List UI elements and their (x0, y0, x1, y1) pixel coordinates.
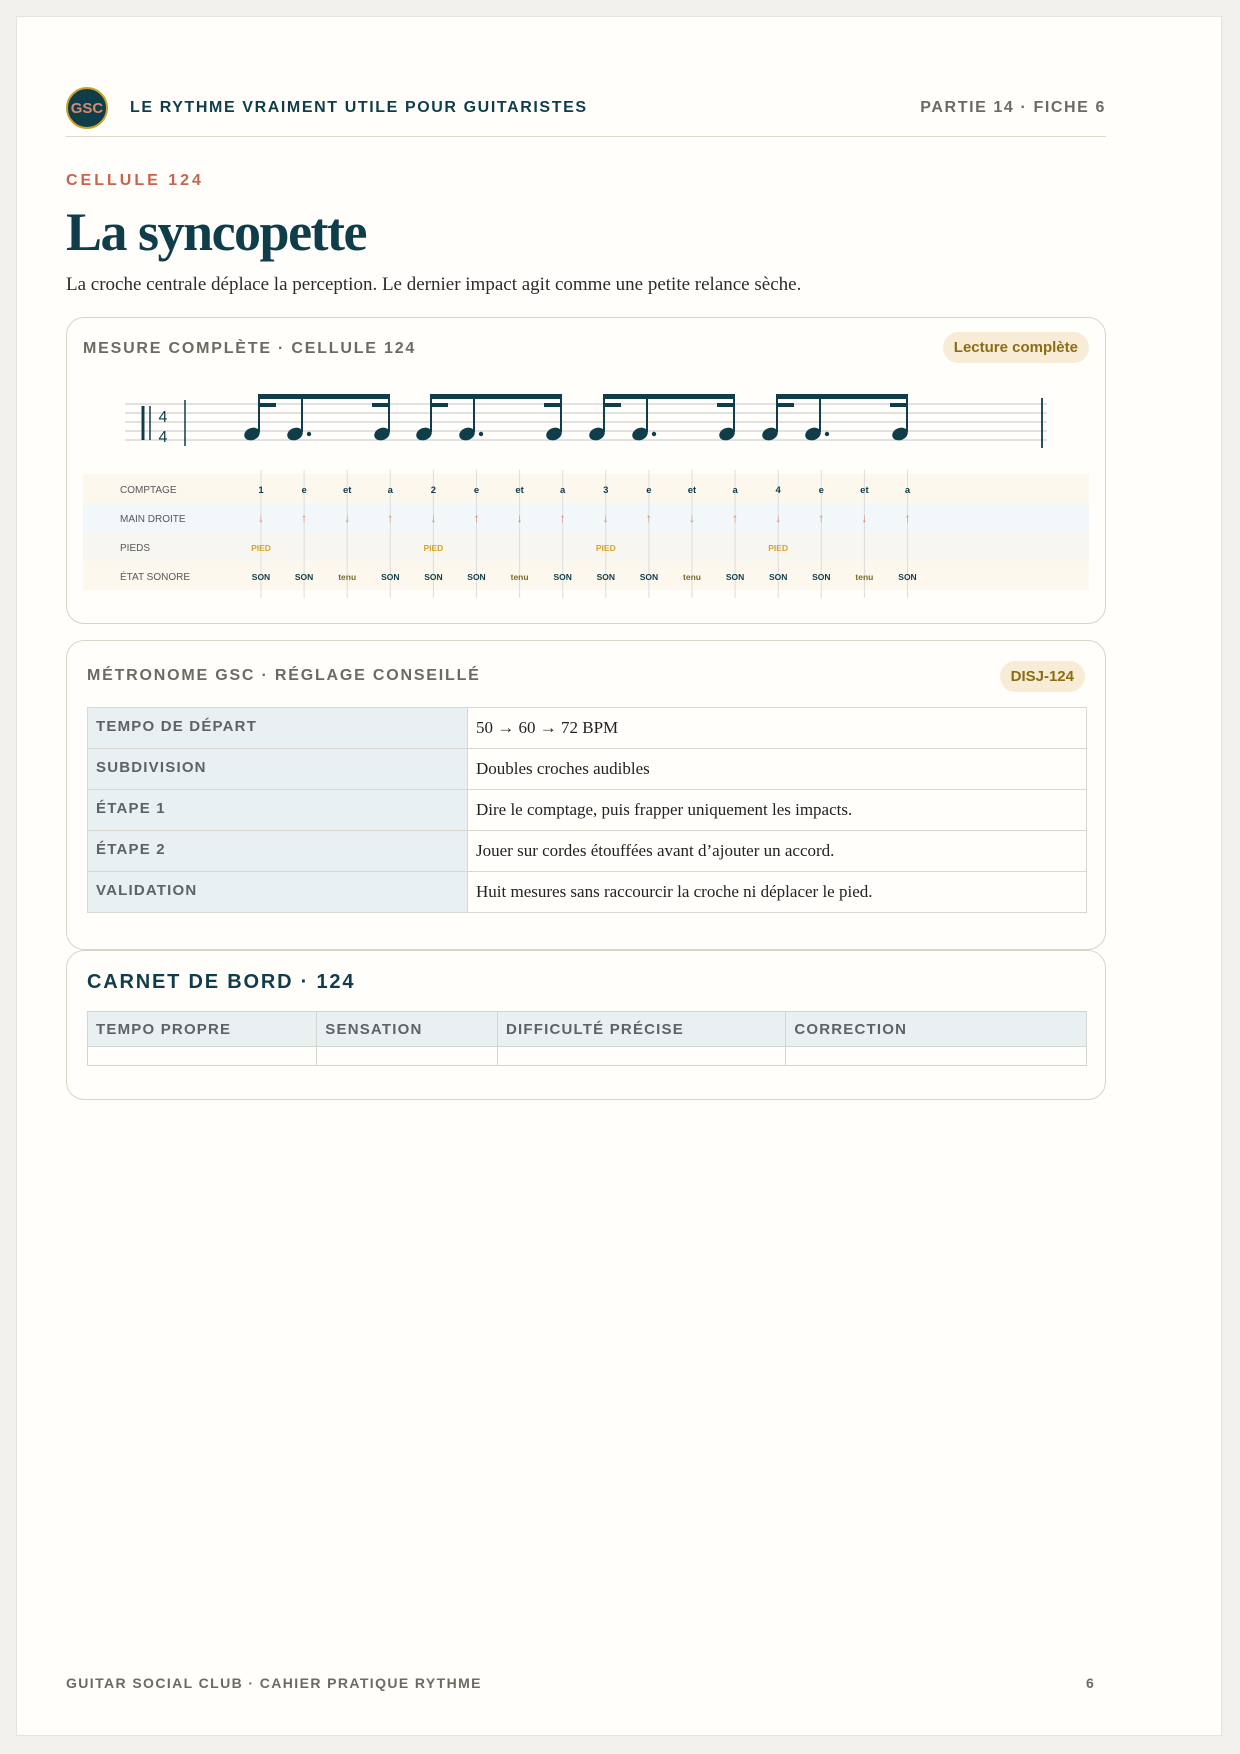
setting-key: ÉTAPE 1 (88, 790, 468, 831)
lead-text: La croche centrale déplace la perception. Le dernier impact agit comme une petite relance sèche. (66, 274, 802, 295)
rhythm-staff (67, 318, 1104, 468)
primary-beam (776, 394, 908, 399)
grid-cell-counting: e (646, 485, 652, 496)
dot (825, 432, 829, 436)
grid-cell-feet: PIED (251, 543, 271, 553)
grid-row-bg (83, 503, 1089, 532)
grid-row-label: COMPTAGE (120, 485, 177, 496)
grid-cell-counting: et (342, 485, 352, 496)
metronome-card-label: MÉTRONOME GSC · RÉGLAGE CONSEILLÉ (87, 667, 481, 684)
secondary-beam-left (258, 403, 276, 407)
grid-cell-counting: e (301, 485, 307, 496)
setting-key: ÉTAPE 2 (88, 831, 468, 872)
grid-cell-right_hand: ↓ (602, 511, 609, 525)
grid-cell-sound_state: tenu (338, 572, 357, 582)
grid-cell-feet: PIED (595, 543, 616, 553)
grid-cell-counting: et (687, 485, 697, 496)
primary-beam (430, 394, 562, 399)
setting-row (88, 872, 1087, 913)
grid-cell-right_hand: ↑ (387, 511, 394, 525)
grid-cell-right_hand: ↓ (775, 511, 782, 525)
grid-cell-sound_state: SON (467, 572, 486, 582)
count-grid (83, 470, 1089, 598)
reading-badge: Lecture complète (943, 332, 1089, 363)
grid-cell-sound_state: SON (294, 572, 314, 582)
metronome-code-badge: DISJ-124 (1000, 661, 1085, 692)
secondary-beam-left (603, 403, 621, 407)
logbook-entry-cell[interactable] (497, 1047, 785, 1066)
grid-cell-counting: a (560, 485, 566, 496)
primary-beam (258, 394, 390, 399)
grid-cell-sound_state: SON (424, 572, 443, 582)
grid-cell-sound_state: tenu (855, 572, 874, 582)
logbook-card (66, 950, 1106, 1100)
primary-beam (603, 394, 735, 399)
page-header (66, 80, 1106, 137)
grid-cell-sound_state: tenu (510, 572, 529, 582)
dot (479, 432, 483, 436)
grid-cell-right_hand: ↓ (861, 511, 868, 525)
logbook-entry-cell[interactable] (317, 1047, 498, 1066)
grid-cell-right_hand: ↓ (344, 511, 351, 525)
setting-row (88, 831, 1087, 872)
setting-row (88, 790, 1087, 831)
page-reference: PARTIE 14 · FICHE 6 (920, 99, 1106, 116)
setting-row (88, 749, 1087, 790)
grid-cell-counting: a (904, 485, 911, 496)
time-signature-bottom: 4 (158, 429, 168, 446)
setting-row (88, 708, 1087, 749)
grid-cell-right_hand: ↓ (258, 511, 264, 525)
grid-cell-right_hand: ↓ (430, 511, 437, 525)
grid-cell-sound_state: tenu (683, 572, 701, 582)
measure-card (66, 317, 1106, 624)
logbook-table (87, 1011, 1087, 1066)
secondary-beam-right (372, 403, 390, 407)
grid-cell-right_hand: ↑ (818, 511, 825, 525)
grid-cell-right_hand: ↓ (516, 511, 523, 525)
grid-cell-feet: PIED (423, 543, 444, 553)
grid-cell-sound_state: SON (768, 572, 788, 582)
setting-value: Doubles croches audibles (468, 749, 1087, 790)
grid-cell-counting: 3 (603, 485, 609, 496)
grid-row-label: ÉTAT SONORE (120, 572, 191, 583)
grid-cell-counting: 2 (430, 485, 437, 496)
grid-cell-right_hand: ↑ (904, 511, 911, 525)
logbook-entry-cell[interactable] (88, 1047, 317, 1066)
grid-cell-right_hand: ↓ (689, 511, 695, 525)
grid-cell-counting: e (818, 485, 824, 496)
grid-cell-sound_state: SON (251, 572, 271, 582)
logo-text: GSC (70, 99, 104, 117)
secondary-beam-right (890, 403, 908, 407)
setting-key: TEMPO DE DÉPART (88, 708, 468, 749)
setting-key: SUBDIVISION (88, 749, 468, 790)
grid-cell-right_hand: ↑ (473, 511, 480, 525)
grid-cell-sound_state: SON (812, 572, 831, 582)
footer-page-number: 6 (1086, 1675, 1094, 1691)
logo (66, 87, 108, 129)
logbook-column-header: CORRECTION (786, 1012, 1087, 1047)
secondary-beam-left (776, 403, 794, 407)
grid-cell-sound_state: SON (898, 572, 917, 582)
brand-title: LE RYTHME VRAIMENT UTILE POUR GUITARISTES (130, 99, 588, 116)
logbook-column-header: SENSATION (317, 1012, 498, 1047)
page-title: La syncopette (66, 202, 366, 262)
grid-cell-sound_state: SON (639, 572, 659, 582)
setting-key: VALIDATION (88, 872, 468, 913)
grid-row-bg (83, 532, 1089, 561)
grid-cell-right_hand: ↑ (559, 511, 566, 525)
setting-value: Huit mesures sans raccourcir la croche ni déplacer le pied. (468, 872, 1087, 913)
dot (307, 432, 311, 436)
footer-title: GUITAR SOCIAL CLUB · CAHIER PRATIQUE RYTHME (66, 1675, 482, 1691)
secondary-beam-right (544, 403, 562, 407)
logbook-entry-cell[interactable] (786, 1047, 1087, 1066)
grid-cell-right_hand: ↑ (645, 511, 652, 525)
grid-row-bg (83, 474, 1089, 503)
grid-cell-counting: 4 (775, 485, 781, 496)
cell-kicker: CELLULE 124 (66, 172, 204, 189)
logbook-column-header: DIFFICULTÉ PRÉCISE (497, 1012, 785, 1047)
grid-cell-right_hand: ↑ (301, 511, 308, 525)
grid-cell-counting: 1 (258, 485, 264, 496)
metronome-settings-table (87, 707, 1087, 913)
grid-cell-counting: e (473, 485, 480, 496)
logbook-title: CARNET DE BORD · 124 (87, 971, 356, 993)
grid-row-bg (83, 561, 1089, 590)
grid-cell-feet: PIED (768, 543, 789, 553)
grid-row-label: PIEDS (120, 543, 151, 554)
grid-cell-right_hand: ↑ (732, 511, 739, 525)
grid-cell-sound_state: SON (725, 572, 745, 582)
grid-cell-counting: a (732, 485, 738, 496)
measure-card-label: MESURE COMPLÈTE · CELLULE 124 (83, 340, 417, 357)
grid-cell-counting: et (860, 485, 869, 496)
logbook-column-header: TEMPO PROPRE (88, 1012, 317, 1047)
grid-cell-sound_state: SON (381, 572, 400, 582)
setting-value: 50 → 60 → 72 BPM (468, 708, 1087, 749)
setting-value: Dire le comptage, puis frapper uniquement les impacts. (468, 790, 1087, 831)
grid-cell-sound_state: SON (553, 572, 572, 582)
secondary-beam-right (717, 403, 735, 407)
grid-cell-sound_state: SON (596, 572, 616, 582)
grid-cell-counting: et (515, 485, 524, 496)
dot (652, 432, 656, 436)
setting-value: Jouer sur cordes étouffées avant d’ajouter un accord. (468, 831, 1087, 872)
metronome-card (66, 640, 1106, 950)
grid-cell-counting: a (387, 485, 393, 496)
secondary-beam-left (430, 403, 448, 407)
grid-row-label: MAIN DROITE (120, 514, 186, 525)
time-signature-top: 4 (158, 409, 168, 426)
